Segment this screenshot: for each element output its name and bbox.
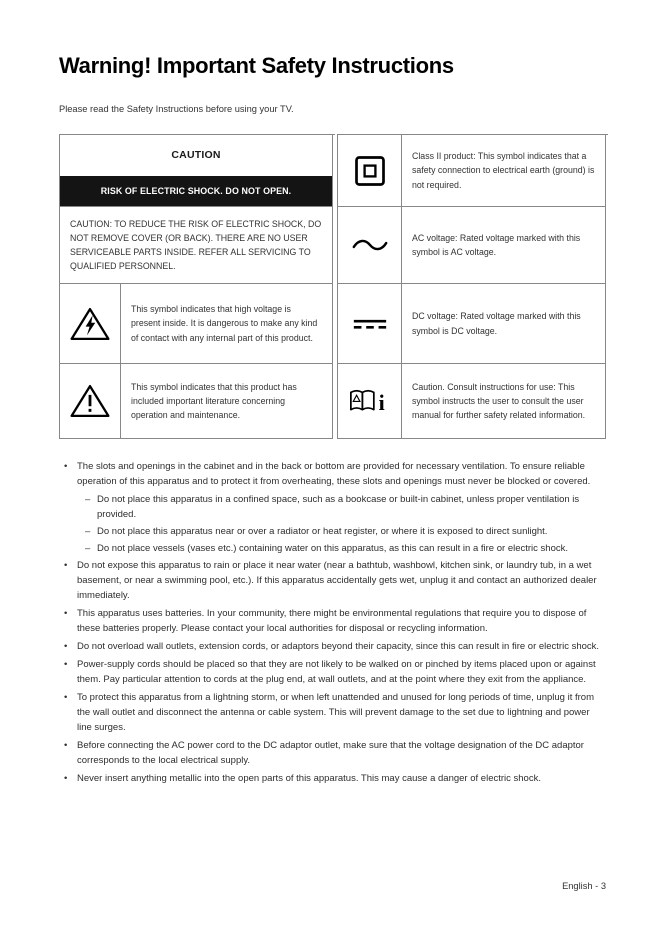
instruction-item	[59, 771, 606, 786]
instruction-text: Do not place vessels (vases etc.) containing water on this apparatus, as this can result in a fire or electric shock.	[97, 543, 569, 554]
instruction-item	[59, 657, 606, 687]
instruction-text: Never insert anything metallic into the open parts of this apparatus. This may cause a danger of electric shock.	[77, 773, 541, 784]
literature-symbol-cell	[60, 364, 121, 439]
high-voltage-symbol-cell	[60, 284, 121, 364]
exclamation-triangle-icon	[69, 382, 111, 420]
dc-text-cell	[402, 284, 606, 364]
bullet-marker: •	[64, 461, 68, 472]
dc-symbol-cell	[338, 284, 402, 364]
bullet-marker: •	[64, 740, 68, 751]
lightning-triangle-icon	[69, 305, 111, 343]
bullet-marker: •	[64, 560, 68, 571]
high-voltage-text: This symbol indicates that high voltage is present inside. It is dangerous to make any kind of contact with any internal part of this product.	[131, 304, 318, 343]
caution-bar: RISK OF ELECTRIC SHOCK. DO NOT OPEN.	[60, 176, 332, 206]
svg-text:i: i	[378, 390, 385, 416]
ac-symbol-cell	[338, 207, 402, 284]
bullet-marker: •	[64, 659, 68, 670]
double-square-icon	[352, 153, 388, 189]
symbol-legend-table	[337, 134, 608, 439]
page-footer: English - 3	[562, 881, 606, 891]
caution-body-text: CAUTION: TO REDUCE THE RISK OF ELECTRIC SHOCK, DO NOT REMOVE COVER (OR BACK). THERE ARE NO USER SERVICEABLE PARTS INSIDE. REFER ALL SERVICING TO QUALIFIED PERSONNEL.	[70, 218, 322, 272]
instruction-item	[59, 690, 606, 735]
safety-symbol-tables	[59, 134, 606, 439]
class2-symbol-cell	[338, 135, 402, 207]
ac-text: AC voltage: Rated voltage marked with this symbol is AC voltage.	[412, 232, 581, 257]
instruction-text: The slots and openings in the cabinet and in the back or bottom are provided for necessary ventilation. To ensure reliable operation of this apparatus and to protect it from overheating, these slots and openings must never be blocked or covered.	[77, 461, 591, 487]
instruction-text: Do not place this apparatus in a confined space, such as a bookcase or built-in cabinet, unless proper ventilation is provided.	[97, 494, 580, 520]
intro-text: Please read the Safety Instructions before using your TV.	[59, 104, 294, 114]
instruction-text: Do not expose this apparatus to rain or place it near water (near a bathtub, washbowl, kitchen sink, or laundry tub, in a wet basement, or near a swimming pool, etc.). If this apparatus accidentally gets wet, unplug it and contact an authorized dealer immediately.	[77, 560, 597, 601]
caution-header-cell	[60, 135, 333, 207]
caution-header: CAUTION	[171, 149, 221, 162]
instruction-text: Power-supply cords should be placed so that they are not likely to be walked on or pinched by items placed upon or against them. Pay particular attention to cords at the plug end, at wall outlets, and at the point where they exit from the appliance.	[77, 659, 596, 685]
consult-symbol-cell	[338, 364, 402, 439]
bullet-marker: •	[64, 773, 68, 784]
instruction-text: Do not place this apparatus near or over a radiator or heat register, or where it is exposed to direct sunlight.	[97, 526, 548, 537]
literature-text: This symbol indicates that this product has included important literature concerning operation and maintenance.	[131, 381, 297, 421]
instruction-item	[59, 606, 606, 636]
dash-marker: –	[85, 526, 91, 537]
consult-text: Caution. Consult instructions for use: This symbol instructs the user to consult the user manual for further safety related information.	[412, 381, 586, 421]
instruction-text: This apparatus uses batteries. In your community, there might be environmental regulations that require you to dispose of these batteries properly. Please contact your local authorities for disposal or recycling information.	[77, 608, 587, 634]
consult-manual-icon	[348, 386, 392, 416]
caution-body-cell	[60, 207, 333, 284]
instruction-subitem	[85, 492, 606, 522]
dc-lines-icon	[351, 317, 389, 331]
instruction-text: Do not overload wall outlets, extension cords, or adaptors beyond their capacity, since this can result in fire or electric shock.	[77, 641, 600, 652]
consult-text-cell	[402, 364, 606, 439]
ac-text-cell	[402, 207, 606, 284]
literature-text-cell	[121, 364, 333, 439]
instruction-item	[59, 558, 606, 603]
bullet-marker: •	[64, 692, 68, 703]
class2-text-cell	[402, 135, 606, 207]
instruction-subitem	[85, 541, 606, 556]
caution-table	[59, 134, 335, 439]
page-title: Warning! Important Safety Instructions	[59, 53, 454, 78]
bullet-marker: •	[64, 641, 68, 652]
dc-text: DC voltage: Rated voltage marked with this symbol is DC voltage.	[412, 311, 581, 336]
instruction-item	[59, 459, 606, 489]
instruction-text: To protect this apparatus from a lightning storm, or when left unattended and unused for long periods of time, unplug it from the wall outlet and disconnect the antenna or cable system. This will prevent damage to the set due to lightning and power line surges.	[77, 692, 594, 733]
instruction-item	[59, 738, 606, 768]
ac-wave-icon	[351, 237, 389, 253]
instructions-list	[59, 459, 606, 786]
instruction-item	[59, 639, 606, 654]
bullet-marker: •	[64, 608, 68, 619]
high-voltage-text-cell	[121, 284, 333, 364]
instruction-text: Before connecting the AC power cord to the DC adaptor outlet, make sure that the voltage designation of the DC adaptor corresponds to the local electrical supply.	[77, 740, 584, 766]
dash-marker: –	[85, 494, 91, 505]
dash-marker: –	[85, 543, 91, 554]
class2-text: Class II product: This symbol indicates that a safety connection to electrical earth (ground) is not required.	[412, 151, 595, 190]
instruction-subitem	[85, 524, 606, 539]
